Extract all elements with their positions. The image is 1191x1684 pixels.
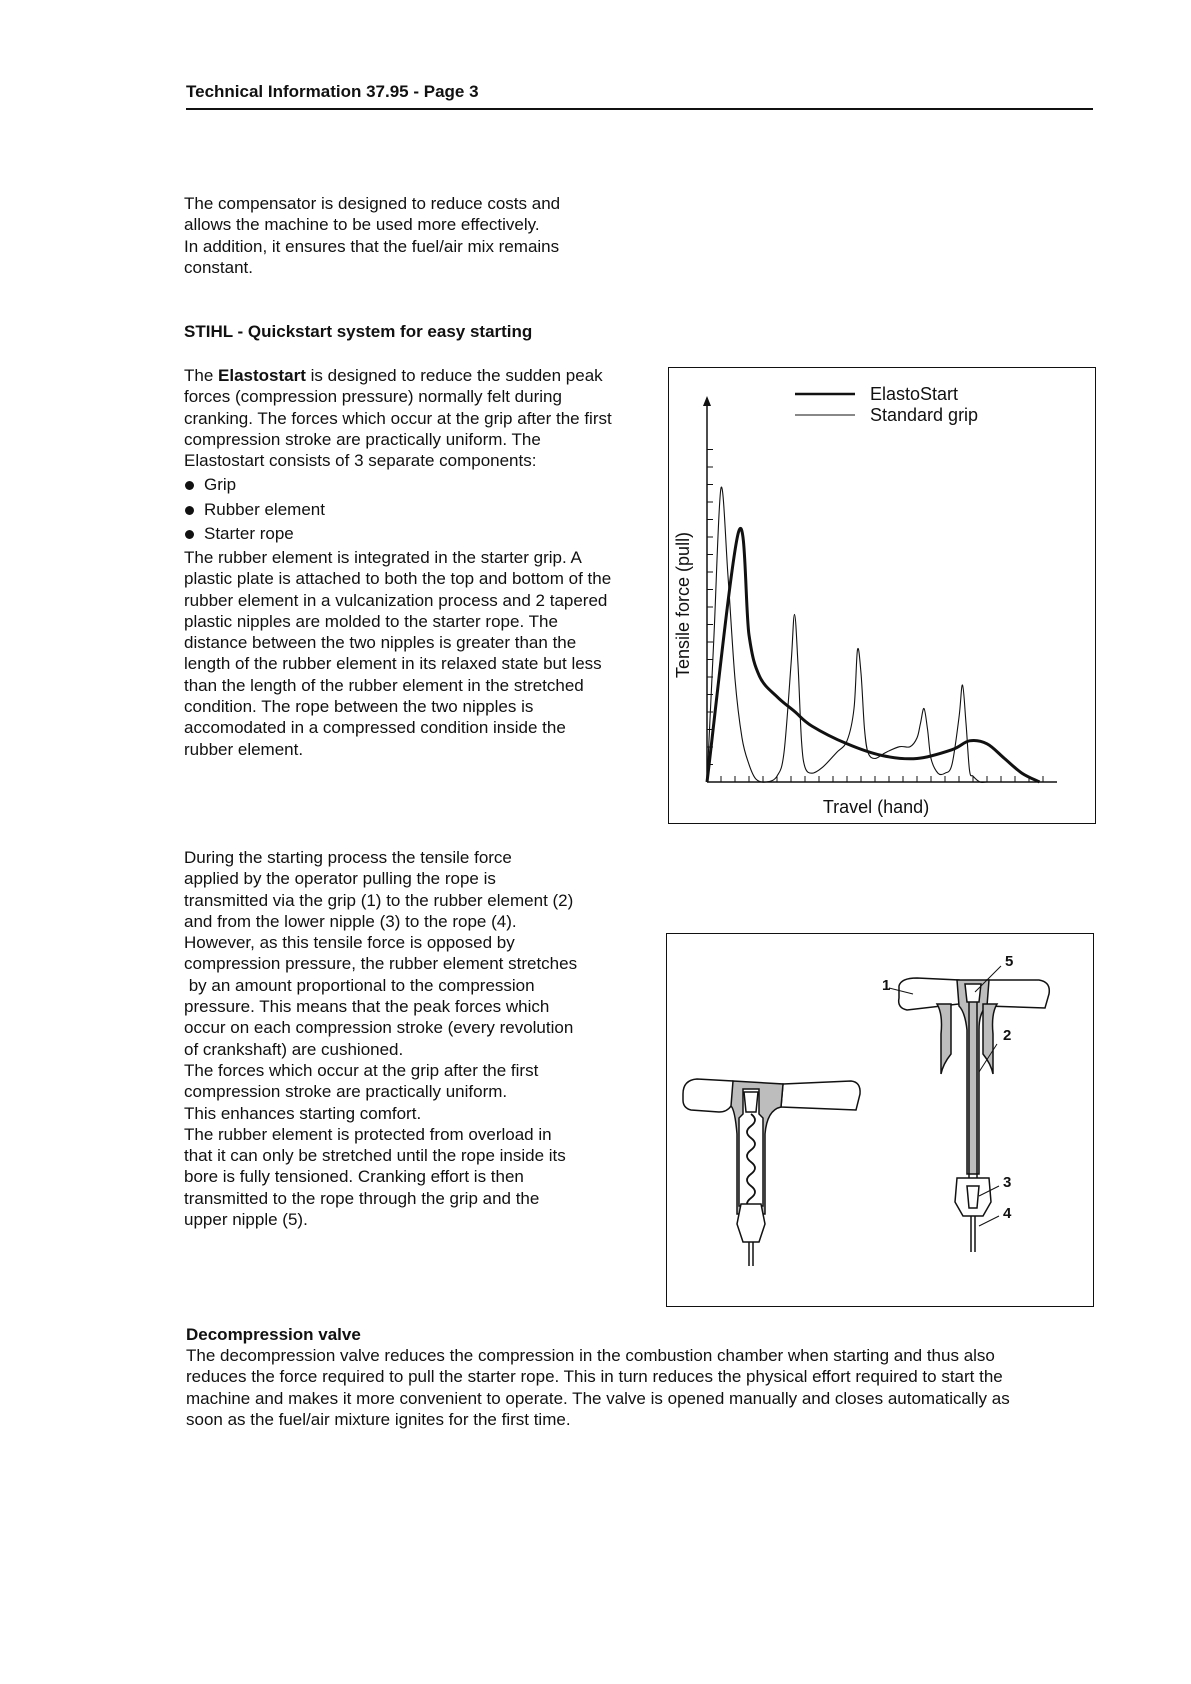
- force-chart-frame: [668, 367, 1096, 824]
- grip-cross-section-illustration: [667, 934, 1093, 1306]
- list-item: Rubber element: [184, 498, 616, 523]
- text-line: The decompression valve reduces the compression in the combustion chamber when starting and thus also: [186, 1346, 995, 1365]
- text-line: soon as the fuel/air mixture ignites for the first time.: [186, 1409, 571, 1429]
- callout-1: 1: [882, 977, 891, 994]
- text-line: that it can only be stretched until the rope inside its: [184, 1146, 566, 1166]
- callout-4: 4: [1003, 1205, 1012, 1222]
- grip-stretched-illustration: [899, 978, 1050, 1252]
- text-line: machine and makes it more convenient to operate. The valve is opened manually and closes automatically as: [186, 1388, 1010, 1408]
- decompression-paragraph: [186, 1345, 1106, 1430]
- list-item: Grip: [184, 473, 616, 498]
- text-line: transmitted to the rope through the grip and the: [184, 1188, 540, 1208]
- text-line: pressure. This means that the peak forces which: [184, 997, 550, 1017]
- text-line: The forces which occur at the grip after the first: [184, 1060, 539, 1080]
- force-chart: [669, 368, 1095, 823]
- component-list: [184, 473, 616, 547]
- text-line: bore is fully tensioned. Cranking effort is then: [184, 1167, 524, 1187]
- text-line: by an amount proportional to the compression: [184, 975, 535, 995]
- elastostart-intro: [184, 365, 616, 471]
- text-line: occur on each compression stroke (every revolution: [184, 1018, 574, 1038]
- decompression-heading: Decompression valve: [186, 1325, 361, 1344]
- quickstart-body: [184, 365, 616, 760]
- page-header: [186, 82, 1093, 110]
- y-axis-arrow: [703, 396, 711, 406]
- intro-paragraph: [184, 193, 624, 278]
- legend-label-elastostart: ElastoStart: [870, 384, 959, 404]
- elastostart-term: Elastostart: [218, 366, 306, 385]
- callout-5: 5: [1005, 953, 1014, 970]
- x-axis-label: Travel (hand): [822, 797, 930, 817]
- callout-2: 2: [1003, 1027, 1012, 1044]
- starter-grip-figure: [666, 933, 1094, 1307]
- text-line: and from the lower nipple (3) to the rope (4).: [184, 911, 517, 931]
- p1-rest: is designed to reduce the sudden peak forces (compression pressure) normally felt during cranking. The forces which occur at the grip after the first compression stroke are practically uniform. The Elastostart consists of 3 separate components:: [184, 366, 612, 471]
- series-line-elastostart: [707, 528, 1040, 782]
- grip-relaxed-illustration: [683, 1079, 860, 1266]
- text-line: compression stroke are practically uniform.: [184, 1082, 508, 1102]
- text-line: The rubber element is protected from overload in: [184, 1124, 552, 1144]
- quickstart-heading: STIHL - Quickstart system for easy starting: [184, 322, 533, 341]
- text-line: upper nipple (5).: [184, 1210, 308, 1230]
- header-title: Technical Information 37.95 - Page 3: [186, 82, 479, 101]
- legend-label-standard-grip: Standard grip: [870, 405, 979, 425]
- intro-line: The compensator is designed to reduce costs and: [184, 194, 561, 213]
- callout-3: 3: [1003, 1174, 1012, 1191]
- text-line: This enhances starting comfort.: [184, 1103, 422, 1123]
- text-line: During the starting process the tensile force: [184, 848, 512, 867]
- starting-process-paragraph: [184, 847, 624, 1230]
- p1-pre: The: [184, 366, 219, 385]
- list-item: Starter rope: [184, 522, 616, 547]
- text-line: applied by the operator pulling the rope is: [184, 869, 496, 889]
- text-line: compression pressure, the rubber element stretches: [184, 954, 578, 974]
- intro-line: allows the machine to be used more effectively.: [184, 215, 540, 235]
- text-line: However, as this tensile force is opposed by: [184, 933, 515, 953]
- rubber-element-paragraph: The rubber element is integrated in the starter grip. A plastic plate is attached to both the top and bottom of the rubber element in a vulcanization process and 2 tapered plastic nipples are molded to the starter rope. The distance between the two nipples is greater than the length of the rubber element in its relaxed state but less than the length of the rubber element in the stretched condition. The rope between the two nipples is accomodated in a compressed condition inside the rubber element.: [184, 547, 612, 759]
- intro-line: In addition, it ensures that the fuel/air mix remains: [184, 236, 560, 256]
- y-axis-label: Tensile force (pull): [673, 531, 693, 678]
- text-line: reduces the force required to pull the starter rope. This in turn reduces the physical effort required to start the: [186, 1367, 1003, 1387]
- text-line: transmitted via the grip (1) to the rubber element (2): [184, 890, 574, 910]
- intro-line: constant.: [184, 257, 253, 277]
- text-line: of crankshaft) are cushioned.: [184, 1039, 404, 1059]
